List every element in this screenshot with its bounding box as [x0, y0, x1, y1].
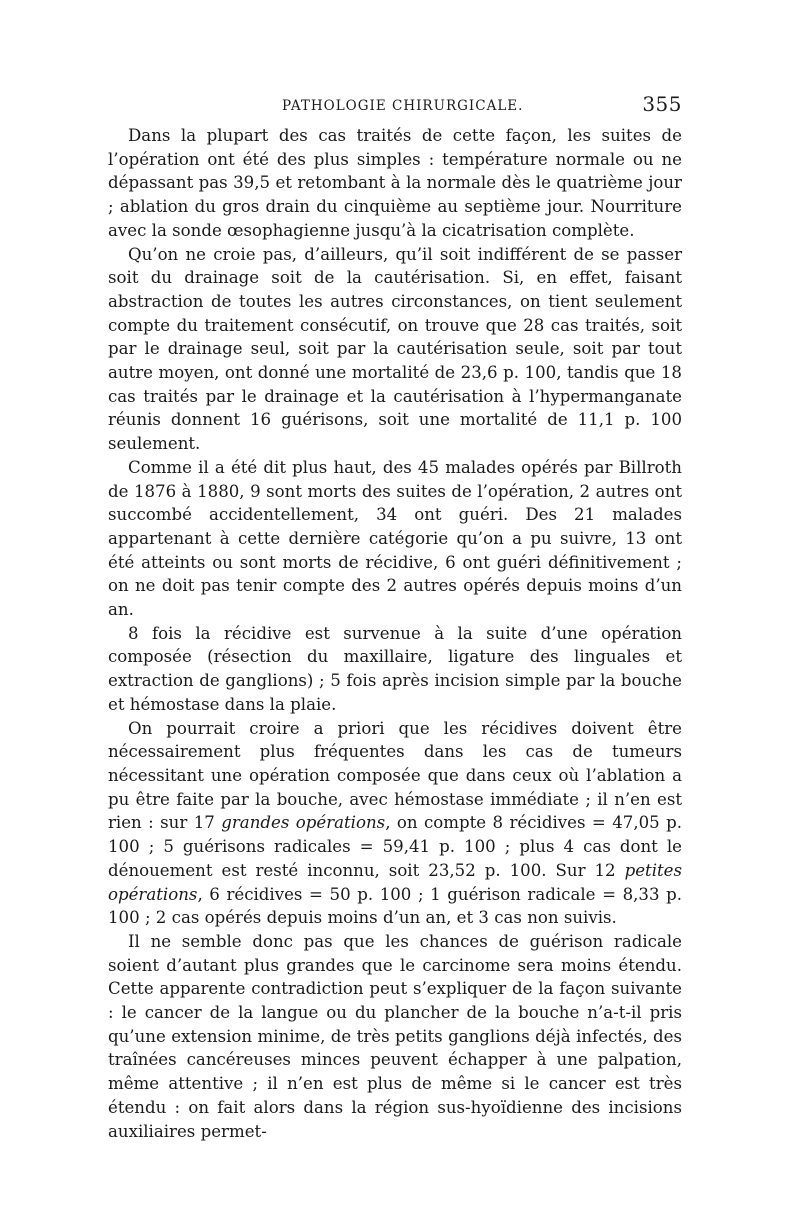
- paragraph-3: Comme il a été dit plus haut, des 45 malades opérés par Billroth de 1876 à 1880, 9 sont morts des suites de l’opération, 2 autres ont succombé accidentellement, 34 ont guéri. Des 21 malades appartenant à cette dernière catégorie qu’on a pu suivre, 13 ont été atteints ou sont morts de récidive, 6 ont guéri définitivement ; on ne doit pas tenir compte des 2 autres opérés depuis moins d’un an.: [108, 457, 682, 620]
- page-number: 355: [642, 92, 682, 116]
- paragraph-5: [108, 717, 682, 930]
- paragraph-2: Qu’on ne croie pas, d’ailleurs, qu’il soit indifférent de se passer soit du drainage soit de la cautérisation. Si, en effet, faisant abstraction de toutes les autres circonstances, on tient seulement compte du traitement consécutif, on trouve que 28 cas traités, soit par le drainage seul, soit par la cautérisation seule, soit par tout autre moyen, ont donné une mortalité de 23,6 p. 100, tandis que 18 cas traités par le drainage et la cautérisation à l’hypermanganate réunis donnent 16 guérisons, soit une mortalité de 11,1 p. 100 seulement.: [108, 244, 682, 454]
- book-page: [108, 92, 682, 1143]
- paragraph-5-part-2: , on compte 8 récidives = 47,05 p. 100 ; 5 guérisons radicales = 59,41 p. 100 ; plus 4 cas dont le dénouement est resté inconnu, soit 23,52 p. 100. Sur 12: [108, 813, 683, 880]
- paragraph-5-part-3: , 6 récidives = 50 p. 100 ; 1 guérison radicale = 8,33 p. 100 ; 2 cas opérés depuis moins d’un an, et 3 cas non suivis.: [108, 884, 682, 928]
- running-head: PATHOLOGIE CHIRURGICALE.: [282, 98, 524, 114]
- paragraph-1: Dans la plupart des cas traités de cette façon, les suites de l’opération ont été des plus simples : température normale ou ne dépassant pas 39,5 et retombant à la normale dès le quatrième jour ; ablation du gros drain du cinquième au septième jour. Nourriture avec la sonde œsophagienne jusqu’à la cicatrisation complète.: [108, 126, 682, 240]
- paragraph-4: 8 fois la récidive est survenue à la suite d’une opération composée (résection du maxillaire, ligature des linguales et extraction de ganglions) ; 5 fois après incision simple par la bouche et hémostase dans la plaie.: [108, 623, 682, 714]
- body-text: [108, 124, 682, 1143]
- page-header: [108, 92, 682, 124]
- italic-grandes-operations: grandes opérations: [221, 813, 386, 833]
- italic-petites-operations: petites opérations: [108, 860, 682, 904]
- paragraph-6: Il ne semble donc pas que les chances de guérison radicale soient d’autant plus grandes que le carcinome sera moins étendu. Cette apparente contradiction peut s’expliquer de la façon suivante : le cancer de la langue ou du plancher de la bouche n’a-t-il pris qu’une extension minime, de très petits ganglions déjà infectés, des traînées cancéreuses minces peuvent échapper à une palpation, même attentive ; il n’en est plus de même si le cancer est très étendu : on fait alors dans la région sus-hyoïdienne des incisions auxiliaires permet-: [108, 931, 682, 1141]
- paragraph-5-part-1: On pourrait croire a priori que les récidives doivent être nécessairement plus fréquentes dans les cas de tumeurs nécessitant une opération composée que dans ceux où l’ablation a pu être faite par la bouche, avec hémostase immédiate ; il n’en est rien : sur 17: [108, 718, 682, 833]
